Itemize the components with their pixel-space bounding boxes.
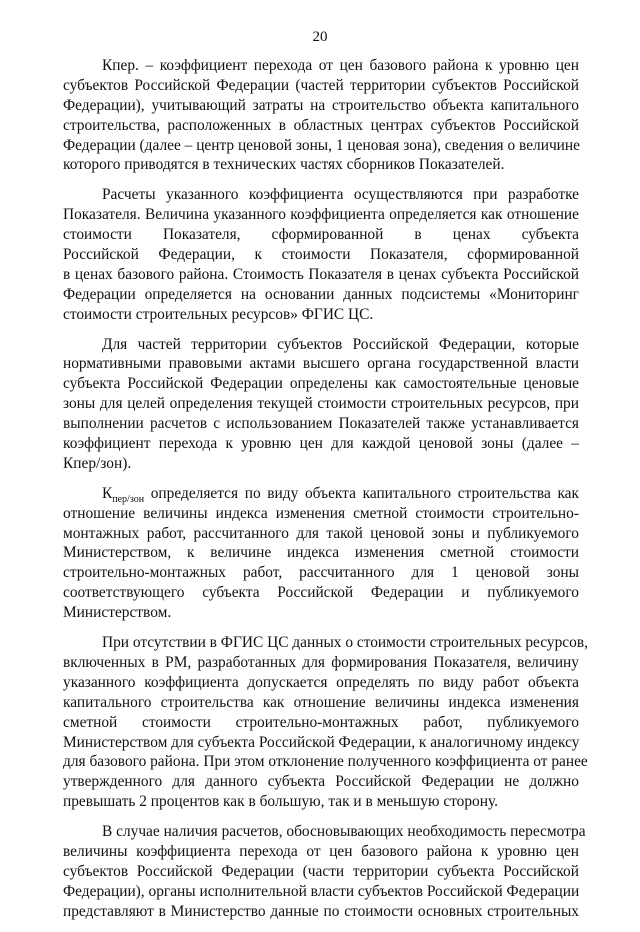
text-line: Министерством. (63, 604, 172, 622)
text-line: Федерации определяется на основании данных подсистемы «Мониторинг (63, 285, 579, 303)
paragraph (63, 56, 579, 175)
text-line: включенных в РМ, разработанных для формирования Показателя, величину (63, 653, 579, 671)
text-line: нормативными правовыми актами высшего органа государственной власти (63, 355, 579, 373)
text-line: Федерации), органы исполнительной власти субъектов Российской Федерации (63, 882, 580, 900)
document-body (63, 56, 588, 932)
text-line: отношение величины индекса изменения сметной стоимости строительно- (63, 504, 579, 522)
text-line: субъекта Российской Федерации определены как самостоятельные ценовые (63, 375, 579, 393)
text-line: субъектов Российской Федерации (частей территории субъектов Российской (63, 76, 579, 94)
text-line: зоны для целей определения текущей стоимости строительных ресурсов, при (63, 395, 579, 413)
text-line: превышать 2 процентов как в большую, так и в меньшую сторону. (63, 793, 498, 811)
text-line: которого приводятся в технических частях сборников Показателей. (63, 156, 505, 174)
text-line: стоимости Показателя, сформированной в ценах субъекта (63, 226, 579, 244)
text-line: Кпер. – коэффициент перехода от цен базового района к уровню цен (102, 57, 579, 74)
page-number: 20 (312, 29, 328, 45)
text-line: Для частей территории субъектов Российской Федерации, которые (102, 335, 579, 353)
coefficient-symbol: $К_{пер/зон}$ (102, 484, 145, 505)
paragraph (63, 335, 579, 474)
paragraph (63, 185, 579, 324)
text-line: величины коэффициента перехода от цен базового района к уровню цен (63, 842, 579, 860)
text-line: Российской Федерации, к стоимости Показателя, сформированной (63, 246, 579, 264)
text-line: строительно-монтажных работ, рассчитанного для 1 ценовой зоны (63, 564, 579, 582)
text-line: Федерации), учитывающий затраты на строительство объекта капитального (63, 96, 579, 114)
text-line: При отсутствии в ФГИС ЦС данных о стоимости строительных ресурсов, (102, 634, 588, 652)
coefficient-subscript: пер/зон (112, 493, 145, 505)
text-line: указанного коэффициента допускается определять по виду работ объекта (63, 673, 579, 691)
text-line: утвержденного для данного субъекта Российской Федерации не должно (63, 773, 579, 791)
paragraph (63, 484, 579, 623)
text-line: Расчеты указанного коэффициента осуществляются при разработке (102, 186, 579, 204)
paragraph (63, 633, 588, 812)
text-line: $К_{пер/зон}$ определяется по виду объекта капитального строительства как (102, 484, 579, 505)
text-line: Кпер/зон). (63, 454, 132, 472)
text-line: субъектов Российской Федерации (части территории субъекта Российской (63, 862, 579, 880)
text-line: коэффициент перехода к уровню цен для каждой ценовой зоны (далее – (63, 435, 579, 453)
text-line: представляют в Министерство данные по стоимости основных строительных (63, 902, 579, 920)
text-line: В случае наличия расчетов, обосновывающих необходимость пересмотра (102, 823, 586, 841)
text-line: соответствующего субъекта Российской Федерации и публикуемого (63, 584, 579, 602)
text-line: Министерством для субъекта Российской Федерации, к аналогичному индексу (63, 733, 580, 751)
text-line: Федерации (далее – центр ценовой зоны, 1 ценовая зона), сведения о величине (63, 136, 580, 154)
text-line: строительства, расположенных в областных центрах субъектов Российской (63, 116, 579, 134)
text-line: стоимости строительных ресурсов» ФГИС ЦС. (63, 305, 374, 323)
text-line: для базового района. При этом отклонение полученного коэффициента от ранее (63, 753, 588, 771)
text-line: Показателя. Величина указанного коэффициента определяется как отношение (63, 206, 579, 224)
text-line: выполнении расчетов с использованием Показателей также устанавливается (63, 415, 579, 433)
text-line: Министерством, к величине индекса изменения сметной стоимости (63, 544, 579, 562)
text-line: сметной стоимости строительно-монтажных работ, публикуемого (63, 713, 579, 731)
paragraph (63, 822, 586, 921)
text-line: монтажных работ, рассчитанного для такой ценовой зоны и публикуемого (63, 524, 579, 542)
text-line: в ценах базового района. Стоимость Показателя в ценах субъекта Российской (63, 265, 579, 283)
text-line: капитального строительства как отношение величины индекса изменения (63, 693, 579, 711)
